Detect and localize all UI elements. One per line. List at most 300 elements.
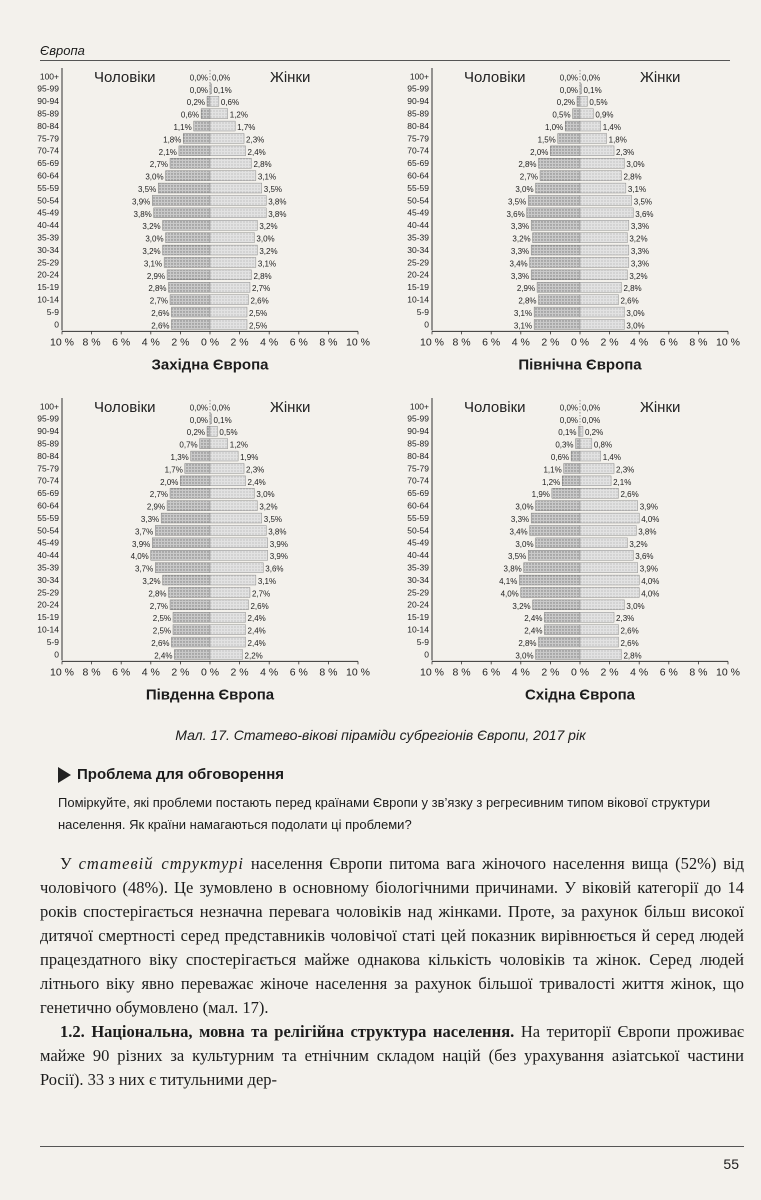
x-tick-label: 10 % — [50, 666, 74, 679]
x-tick-label: 4 % — [141, 666, 160, 679]
bar-men — [562, 476, 580, 486]
bar-men — [536, 183, 580, 193]
age-label: 30-34 — [407, 574, 429, 585]
legend-men: Чоловіки — [94, 69, 156, 86]
data-label-women: 0,5% — [219, 428, 238, 438]
legend-men: Чоловіки — [94, 399, 156, 416]
age-label: 45-49 — [407, 537, 429, 548]
bar-women — [210, 439, 228, 449]
data-label-men: 1,8% — [163, 135, 182, 145]
age-label: 35-39 — [37, 562, 59, 573]
data-label-women: 3,6% — [635, 552, 654, 562]
age-label: 95-99 — [407, 83, 429, 94]
bar-men — [579, 426, 580, 436]
data-label-women: 2,1% — [613, 477, 632, 487]
bar-women — [580, 295, 618, 305]
data-label-men: 2,8% — [518, 160, 537, 170]
age-label: 65-69 — [37, 158, 59, 169]
data-label-men: 3,0% — [515, 502, 534, 512]
bar-men — [163, 220, 210, 230]
bar-men — [155, 526, 210, 536]
bar-men — [537, 282, 580, 292]
bar-women — [210, 233, 254, 243]
x-tick-label: 6 % — [482, 336, 501, 349]
bar-women — [580, 270, 627, 280]
age-label: 90-94 — [37, 426, 59, 437]
x-tick-label: 4 % — [511, 336, 530, 349]
data-label-women: 0,0% — [582, 73, 601, 83]
bar-women — [210, 426, 217, 436]
bar-men — [166, 171, 210, 181]
legend-men: Чоловіки — [464, 399, 526, 416]
x-tick-label: 8 % — [452, 336, 471, 349]
data-label-women: 2,3% — [246, 465, 265, 475]
age-label: 35-39 — [407, 232, 429, 243]
bar-men — [577, 96, 580, 106]
data-label-women: 2,2% — [244, 651, 263, 661]
data-label-women: 2,6% — [250, 601, 269, 611]
age-label: 85-89 — [407, 438, 429, 449]
age-label: 60-64 — [407, 500, 429, 511]
data-label-men: 2,6% — [151, 639, 170, 648]
legend-men: Чоловіки — [464, 69, 526, 86]
data-label-women: 0,1% — [213, 415, 232, 425]
data-label-women: 3,5% — [263, 515, 283, 524]
bar-men — [158, 183, 210, 193]
bar-women — [210, 96, 219, 106]
bar-men — [179, 146, 210, 156]
bar-women — [210, 196, 266, 206]
bar-men — [531, 245, 580, 255]
x-tick-label: 8 % — [319, 336, 338, 349]
x-tick-label: 10 % — [50, 336, 74, 349]
bar-women — [580, 146, 614, 156]
data-label-men: 3,0% — [145, 234, 164, 244]
bar-women — [580, 513, 639, 523]
data-label-women: 1,9% — [240, 453, 259, 462]
bar-men — [531, 270, 580, 280]
data-label-men: 1,7% — [164, 465, 183, 475]
data-label-men: 0,2% — [186, 428, 206, 438]
x-tick-label: 6 % — [289, 666, 308, 679]
data-label-men: 3,2% — [142, 247, 161, 256]
bar-women — [580, 637, 618, 647]
bar-women — [580, 550, 633, 560]
age-label: 75-79 — [407, 133, 429, 144]
data-label-men: 3,1% — [143, 259, 163, 269]
x-tick-label: 8 % — [452, 666, 471, 679]
data-label-men: 3,3% — [140, 515, 160, 524]
x-tick-label: 2 % — [541, 666, 560, 679]
bar-women — [580, 600, 624, 610]
bar-men — [528, 196, 580, 206]
age-label: 45-49 — [407, 207, 429, 218]
age-label: 50-54 — [407, 525, 429, 536]
data-label-women: 1,8% — [608, 135, 627, 145]
bar-men — [180, 476, 210, 486]
age-label: 70-74 — [407, 475, 429, 486]
bar-women — [580, 563, 638, 573]
bar-men — [166, 233, 210, 243]
bar-women — [210, 625, 246, 635]
data-label-women: 1,4% — [602, 123, 621, 132]
data-label-women: 2,3% — [616, 614, 635, 624]
bar-women — [210, 245, 257, 255]
x-tick-label: 4 % — [630, 336, 649, 349]
bar-women — [580, 588, 639, 598]
data-label-women: 2,8% — [253, 160, 272, 170]
data-label-men: 2,9% — [146, 502, 166, 512]
age-label: 25-29 — [407, 587, 429, 598]
bar-women — [580, 183, 626, 193]
data-label-women: 2,3% — [246, 135, 265, 145]
bar-men — [200, 439, 210, 449]
data-label-women: 3,1% — [627, 185, 647, 194]
age-label: 50-54 — [407, 195, 429, 206]
pyramid-chart-1 — [400, 62, 740, 387]
data-label-men: 2,7% — [149, 160, 169, 170]
triangle-icon — [58, 767, 71, 783]
bar-men — [571, 451, 580, 461]
data-label-men: 4,0% — [500, 589, 519, 599]
data-label-men: 3,9% — [132, 539, 151, 549]
age-label: 30-34 — [37, 244, 59, 255]
age-label: 55-59 — [37, 512, 59, 523]
bar-women — [210, 476, 246, 486]
age-label: 5-9 — [46, 636, 59, 647]
bar-women — [210, 526, 266, 536]
age-label: 95-99 — [37, 413, 59, 424]
data-label-women: 3,2% — [629, 271, 648, 281]
data-label-women: 3,1% — [257, 259, 277, 269]
bar-women — [580, 258, 629, 268]
data-label-men: 0,1% — [558, 428, 577, 438]
bar-women — [210, 488, 254, 498]
age-label: 100+ — [409, 401, 429, 412]
age-label: 40-44 — [37, 220, 59, 231]
age-label: 100+ — [409, 71, 429, 82]
bar-women — [210, 220, 257, 230]
x-tick-label: 6 % — [112, 336, 131, 349]
data-label-men: 4,0% — [130, 552, 149, 562]
x-tick-label: 8 % — [689, 666, 708, 679]
data-label-men: 2,1% — [158, 147, 177, 157]
data-label-women: 3,2% — [259, 247, 278, 256]
data-label-men: 1,3% — [170, 453, 189, 462]
bar-women — [210, 171, 256, 181]
bar-men — [151, 550, 210, 560]
data-label-women: 0,0% — [212, 73, 231, 83]
x-tick-label: 2 % — [600, 666, 619, 679]
data-label-women: 2,3% — [616, 465, 635, 475]
data-label-men: 3,3% — [510, 247, 530, 256]
age-label: 70-74 — [37, 475, 59, 486]
age-label: 10-14 — [407, 624, 429, 635]
age-label: 65-69 — [407, 488, 429, 499]
bar-women — [580, 538, 627, 548]
data-label-men: 1,2% — [542, 477, 561, 487]
bar-men — [167, 270, 210, 280]
x-tick-label: 4 % — [260, 666, 279, 679]
data-label-men: 0,0% — [189, 85, 208, 95]
bar-women — [210, 320, 247, 330]
data-label-men: 3,2% — [142, 577, 161, 586]
data-label-women: 2,6% — [620, 490, 639, 500]
bar-women — [580, 134, 607, 144]
data-label-women: 3,6% — [635, 209, 654, 219]
bar-women — [210, 270, 251, 280]
data-label-women: 3,9% — [639, 564, 658, 574]
data-label-women: 3,1% — [257, 172, 277, 182]
bar-women — [580, 488, 618, 498]
age-label: 15-19 — [37, 612, 59, 623]
bar-women — [210, 588, 250, 598]
data-label-men: 0,2% — [186, 98, 206, 108]
problem-text: Поміркуйте, які проблеми постають перед країнами Європи у зв’язку з регресивним типом вікової структури населення. Як країни намагаються подолати ці проблеми? — [58, 795, 711, 832]
bar-men — [564, 464, 580, 474]
bar-women — [580, 439, 592, 449]
bar-men — [533, 233, 580, 243]
age-label: 95-99 — [37, 83, 59, 94]
bar-women — [580, 526, 636, 536]
age-label: 85-89 — [407, 108, 429, 119]
para1-term: статевій структурі — [78, 854, 244, 873]
legend-women: Жінки — [640, 399, 681, 416]
legend-women: Жінки — [640, 69, 681, 86]
data-label-men: 3,3% — [510, 271, 530, 281]
bar-women — [580, 625, 618, 635]
data-label-men: 0,0% — [189, 415, 208, 425]
bar-men — [536, 650, 580, 660]
bar-women — [580, 96, 587, 106]
bar-men — [191, 451, 210, 461]
data-label-men: 0,0% — [559, 415, 578, 425]
bar-women — [210, 637, 246, 647]
bar-men — [194, 121, 210, 131]
data-label-men: 0,0% — [559, 403, 578, 413]
bar-men — [173, 625, 210, 635]
age-label: 65-69 — [407, 158, 429, 169]
x-tick-label: 6 % — [112, 666, 131, 679]
age-label: 70-74 — [407, 145, 429, 156]
age-label: 80-84 — [407, 450, 429, 461]
x-tick-label: 0 % — [200, 666, 220, 679]
x-tick-label: 8 % — [82, 336, 101, 349]
x-tick-label: 10 % — [346, 666, 370, 679]
bar-men — [163, 245, 210, 255]
bar-men — [544, 625, 580, 635]
x-tick-label: 6 % — [659, 336, 678, 349]
age-label: 30-34 — [37, 574, 59, 585]
data-label-women: 2,5% — [249, 309, 268, 318]
bar-women — [210, 282, 250, 292]
age-label: 55-59 — [37, 182, 59, 193]
age-label: 50-54 — [37, 525, 59, 536]
bar-women — [580, 612, 614, 622]
data-label-women: 3,9% — [269, 539, 288, 549]
data-label-men: 3,2% — [512, 234, 531, 244]
data-label-women: 2,3% — [616, 147, 635, 157]
bar-men — [163, 575, 210, 585]
age-label: 15-19 — [37, 282, 59, 293]
bar-women — [580, 171, 621, 181]
page-number: 55 — [723, 1156, 739, 1172]
data-label-men: 2,8% — [148, 589, 167, 599]
data-label-men: 2,8% — [518, 639, 537, 648]
data-label-women: 1,2% — [229, 440, 248, 450]
data-label-men: 1,1% — [543, 465, 562, 475]
age-label: 75-79 — [37, 133, 59, 144]
bar-women — [580, 426, 583, 436]
data-label-men: 3,6% — [506, 209, 525, 219]
bar-women — [210, 650, 243, 660]
age-label: 80-84 — [407, 120, 429, 131]
data-label-men: 1,5% — [537, 135, 556, 145]
bar-men — [170, 158, 210, 168]
data-label-women: 2,4% — [247, 639, 266, 648]
bar-men — [185, 464, 210, 474]
bar-women — [210, 612, 246, 622]
bar-men — [172, 637, 210, 647]
bar-men — [550, 146, 580, 156]
data-label-men: 1,9% — [531, 490, 550, 500]
bar-women — [580, 196, 632, 206]
age-label: 35-39 — [407, 562, 429, 573]
data-label-men: 2,0% — [530, 147, 549, 157]
bar-women — [580, 109, 593, 119]
x-tick-label: 10 % — [420, 666, 444, 679]
bar-women — [210, 121, 235, 131]
x-tick-label: 4 % — [141, 336, 160, 349]
data-label-women: 2,6% — [620, 626, 639, 636]
age-label: 55-59 — [407, 512, 429, 523]
chart-title: Південна Європа — [145, 686, 275, 704]
data-label-women: 3,9% — [639, 502, 658, 512]
bar-women — [580, 650, 621, 660]
bar-men — [174, 650, 210, 660]
bar-men — [540, 171, 580, 181]
age-label: 40-44 — [37, 550, 59, 561]
data-label-women: 2,6% — [620, 639, 639, 648]
bar-women — [210, 208, 266, 218]
bar-men — [521, 588, 580, 598]
age-label: 55-59 — [407, 182, 429, 193]
x-tick-label: 2 % — [230, 666, 249, 679]
bar-men — [573, 109, 580, 119]
data-label-men: 2,9% — [516, 284, 536, 294]
figure-caption: Мал. 17. Статево-вікові піраміди субрегіонів Європи, 2017 рік — [175, 727, 586, 743]
bar-women — [210, 109, 228, 119]
data-label-women: 3,8% — [268, 527, 287, 537]
age-label: 30-34 — [407, 244, 429, 255]
bar-men — [170, 600, 210, 610]
age-label: 5-9 — [416, 306, 429, 317]
age-label: 90-94 — [407, 96, 429, 107]
bar-men — [530, 526, 580, 536]
data-label-women: 1,4% — [602, 453, 621, 462]
bar-women — [580, 158, 624, 168]
data-label-men: 3,3% — [510, 222, 530, 232]
data-label-men: 2,5% — [152, 626, 171, 636]
data-label-men: 2,6% — [151, 321, 170, 331]
bar-men — [207, 96, 210, 106]
data-label-women: 2,7% — [251, 284, 271, 294]
age-label: 45-49 — [37, 207, 59, 218]
bar-men — [536, 538, 580, 548]
data-label-women: 2,6% — [620, 296, 639, 306]
data-label-men: 0,5% — [552, 110, 571, 120]
bar-men — [531, 513, 580, 523]
x-tick-label: 8 % — [689, 336, 708, 349]
x-tick-label: 6 % — [482, 666, 501, 679]
data-label-men: 1,1% — [173, 123, 192, 132]
bar-men — [539, 158, 580, 168]
x-tick-label: 8 % — [319, 666, 338, 679]
bar-men — [170, 295, 210, 305]
data-label-women: 2,6% — [250, 296, 269, 306]
data-label-women: 3,9% — [269, 552, 288, 562]
data-label-men: 3,5% — [137, 185, 157, 194]
x-tick-label: 0 % — [200, 336, 220, 349]
data-label-men: 1,0% — [544, 123, 564, 132]
chart-title: Північна Європа — [518, 356, 642, 374]
bar-women — [210, 550, 268, 560]
bar-women — [210, 501, 257, 511]
age-label: 0 — [424, 319, 429, 330]
data-label-men: 0,3% — [555, 440, 574, 450]
x-tick-label: 4 % — [260, 336, 279, 349]
data-label-men: 2,9% — [146, 271, 166, 281]
age-label: 20-24 — [37, 599, 59, 610]
age-label: 100+ — [39, 71, 59, 82]
bar-men — [154, 208, 210, 218]
age-label: 15-19 — [407, 282, 429, 293]
data-label-women: 0,1% — [583, 85, 602, 95]
age-label: 25-29 — [407, 257, 429, 268]
data-label-women: 3,2% — [259, 222, 278, 232]
bar-women — [580, 208, 633, 218]
data-label-women: 3,6% — [265, 564, 284, 574]
age-label: 90-94 — [407, 426, 429, 437]
data-label-men: 2,7% — [519, 172, 539, 182]
bar-men — [527, 208, 580, 218]
bar-men — [519, 575, 580, 585]
bar-men — [207, 426, 210, 436]
bar-men — [172, 320, 210, 330]
age-label: 85-89 — [37, 108, 59, 119]
age-label: 70-74 — [37, 145, 59, 156]
bar-men — [576, 439, 580, 449]
data-label-women: 2,8% — [623, 284, 642, 294]
data-label-men: 2,7% — [149, 490, 169, 500]
data-label-women: 0,8% — [593, 440, 613, 450]
age-label: 0 — [424, 649, 429, 660]
bar-women — [210, 600, 248, 610]
data-label-men: 3,1% — [513, 321, 533, 331]
data-label-men: 3,5% — [507, 552, 527, 562]
bar-men — [167, 501, 210, 511]
data-label-women: 4,0% — [641, 515, 660, 524]
bar-men — [164, 258, 210, 268]
bar-women — [580, 121, 601, 131]
bar-men — [155, 563, 210, 573]
x-tick-label: 10 % — [420, 336, 444, 349]
data-label-women: 4,0% — [641, 577, 660, 586]
paragraph-national-structure — [40, 1020, 744, 1092]
data-label-women: 0,0% — [582, 403, 601, 413]
data-label-women: 2,8% — [623, 172, 642, 182]
age-label: 60-64 — [407, 170, 429, 181]
